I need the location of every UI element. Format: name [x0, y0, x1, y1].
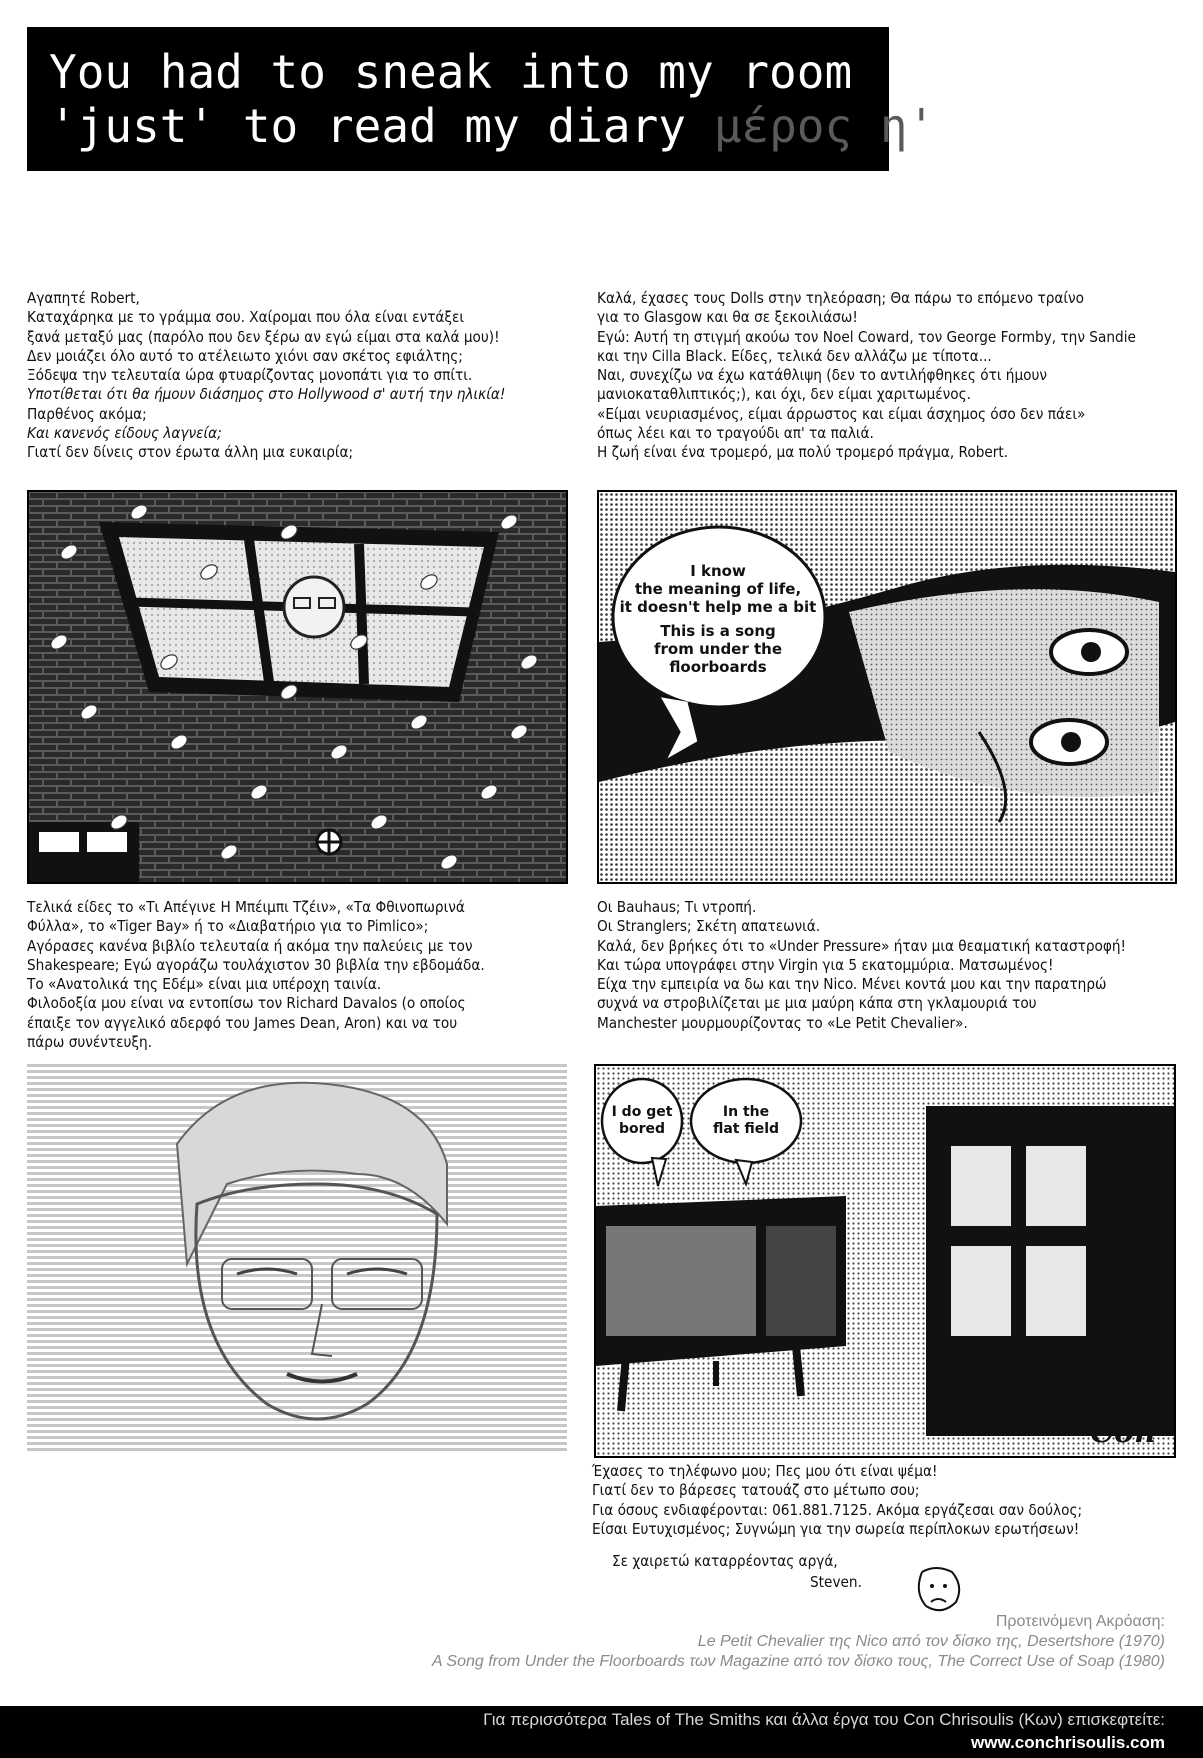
title-part-number: μέρος η' — [713, 99, 936, 153]
letter-line: Γιατί δεν το βάρεσες τατουάζ στο μέτωπο σου; — [592, 1481, 920, 1500]
letter-line: Και τώρα υπογράφει στην Virgin για 5 εκατομμύρια. Ματσωμένος! — [597, 955, 1054, 974]
bubble-line: This is a song — [660, 622, 776, 640]
letter-line: Η ζωή είναι ένα τρομερό, μα πολύ τρομερό πράγμα, Robert. — [597, 443, 1009, 462]
letter-line: Εγώ: Αυτή τη στιγμή ακούω τον Noel Coward, τον George Formby, την Sandie — [597, 327, 1136, 346]
letter-line: Τελικά είδες το «Τι Απέγινε Η Μπέιμπι Τζέιν», «Τα Φθινοπωρινά — [27, 898, 465, 916]
letter-line: Ξόδεψα την τελευταία ώρα φτυαρίζοντας μονοπάτι για το σπίτι. — [27, 366, 473, 385]
bubble-bored — [606, 1104, 678, 1138]
bubble-line: I know — [690, 562, 746, 580]
signoff-name: Steven. — [810, 1573, 862, 1591]
footer-url-link[interactable]: www.conchrisoulis.com — [971, 1733, 1165, 1752]
letter-line: Αγαπητέ Robert, — [27, 289, 140, 307]
letter-line: Υποτίθεται ότι θα ήμουν διάσημος στο Hollywood σ' αυτή την ηλικία! — [27, 385, 506, 404]
recommended-listening — [432, 1612, 1165, 1672]
letter-line: «Είμαι νευριασμένος, είμαι άρρωστος και είμαι άσχημος όσο δεν πάει» — [597, 404, 1086, 423]
title-line-2-main: 'just' to read my diary — [49, 99, 686, 153]
letter-line: μανιοκαταθλιπτικός;), και όχι, δεν είμαι χαριτωμένος. — [597, 385, 972, 404]
bubble-meaning-of-life — [613, 562, 823, 676]
letter-mid-right — [597, 898, 1177, 1033]
footer-text: Για περισσότερα Tales of The Smiths και άλλα έργα του Con Chrisoulis (Κων) επισκεφτείτε: — [483, 1710, 1165, 1729]
bubble-line: flat field — [712, 1121, 780, 1137]
title-line-1: You had to sneak into my room — [49, 45, 853, 99]
letter-line: Και κανενός είδους λαγνεία; — [27, 424, 222, 443]
credits-rec-2: A Song from Under the Floorboards των Magazine από τον δίσκο τους, The Correct Use of Soap (1980) — [431, 1653, 1165, 1670]
letter-line: Αγόρασες κανένα βιβλίο τελευταία ή ακόμα την παλεύεις με τον — [27, 936, 473, 955]
artist-signature: Con — [1090, 1415, 1156, 1450]
bubble-line: the meaning of life, — [634, 580, 802, 598]
bubble-line: In the — [722, 1104, 770, 1120]
letter-line: Γιατί δεν δίνεις στον έρωτα άλλη μια ευκαιρία; — [27, 443, 354, 462]
portrait-drawing — [27, 1064, 567, 1454]
letter-line: Shakespeare; Εγώ αγοράζω τουλάχιστον 30 βιβλία την εβδομάδα. — [27, 955, 485, 974]
letter-line: έπαιξε τον αγγελικό αδερφό του James Dean, Aron) και να του — [27, 1013, 458, 1032]
letter-line: Καλά, έχασες τους Dolls στην τηλεόραση; Θα πάρω το επόμενο τραίνο — [597, 289, 1084, 307]
letter-line: Δεν μοιάζει όλο αυτό το ατέλειωτο χιόνι σαν σκέτος εφιάλτης; — [27, 346, 463, 365]
letter-line: Manchester μουρμουρίζοντας το «Le Petit Chevalier». — [597, 1013, 968, 1032]
letter-mid-left — [27, 898, 587, 1052]
letter-line: Για όσους ενδιαφέρονται: 061.881.7125. Ακόμα εργάζεσαι σαν δούλος; — [592, 1500, 1083, 1519]
credits-rec-1: Le Petit Chevalier της Nico από τον δίσκο της, Desertshore (1970) — [697, 1633, 1165, 1650]
letter-line: Έχασες το τηλέφωνο μου; Πες μου ότι είναι ψέμα! — [592, 1462, 938, 1480]
letter-bottom — [592, 1462, 1172, 1539]
letter-line: Οι Stranglers; Σκέτη απατεωνιά. — [597, 917, 821, 936]
tv-window-drawing — [596, 1066, 1174, 1456]
bubble-line: I do get — [611, 1104, 673, 1120]
credits-heading: Προτεινόμενη Ακρόαση: — [995, 1613, 1165, 1630]
bubble-line: bored — [618, 1121, 666, 1137]
letter-line: όπως λέει και το τραγούδι απ' τα παλιά. — [597, 424, 874, 443]
letter-line: Παρθένος ακόμα; — [27, 404, 147, 423]
letter-line: ξανά μεταξύ μας (παρόλο που δεν ξέρω αν εγώ είμαι στα καλά μου)! — [27, 327, 500, 346]
letter-line: πάρω συνέντευξη. — [27, 1033, 153, 1052]
footer-bar — [0, 1706, 1203, 1758]
letter-line: Φιλοδοξία μου είναι να εντοπίσω τον Richard Davalos (ο οποίος — [27, 994, 466, 1013]
panel-under-blanket — [597, 490, 1177, 884]
panel2-speech-bubble — [599, 492, 1175, 882]
bubble-line: floorboards — [669, 658, 767, 676]
title-line-2 — [49, 99, 935, 153]
letter-line: Ναι, συνεχίζω να έχω κατάθλιψη (δεν το αντιλήφθηκες ότι ήμουν — [597, 366, 1048, 385]
window-snow-drawing — [29, 492, 566, 882]
letter-top-right — [597, 289, 1177, 463]
letter-line: και την Cilla Black. Είδες, τελικά δεν αλλάζω με τίποτα... — [597, 346, 992, 365]
letter-top-left — [27, 289, 587, 463]
panel-portrait — [27, 1064, 567, 1454]
bubble-flat-field — [694, 1104, 798, 1138]
title-block — [27, 27, 936, 171]
letter-line: Φύλλα», το «Tiger Bay» ή το «Διαβατήριο για το Pimlico»; — [27, 917, 429, 936]
letter-line: Καταχάρηκα με το γράμμα σου. Χαίρομαι που όλα είναι εντάξει — [27, 308, 465, 327]
letter-line: Καλά, δεν βρήκες ότι το «Under Pressure» ήταν μια θεαματική καταστροφή! — [597, 936, 1127, 955]
letter-line: Το «Ανατολικά της Εδέμ» είναι μια υπέροχη ταινία. — [27, 975, 382, 994]
sad-face-doodle — [912, 1564, 966, 1614]
letter-line: συχνά να στροβιλίζεται με μια μαύρη κάπα στη γκλαμουριά του — [597, 994, 1037, 1013]
bubble-line: from under the — [654, 640, 782, 658]
panel-window-snow — [27, 490, 568, 884]
panel-tv-window — [594, 1064, 1176, 1458]
letter-line: Είχα την εμπειρία να δω και την Nico. Μένει κοντά μου και την παρατηρώ — [597, 975, 1107, 994]
letter-line: Οι Bauhaus; Τι ντροπή. — [597, 898, 757, 916]
signoff-line-1: Σε χαιρετώ καταρρέοντας αργά, — [612, 1552, 838, 1570]
letter-line: Είσαι Ευτυχισμένος; Συγνώμη για την σωρεία περίπλοκων ερωτήσεων! — [592, 1519, 1080, 1538]
letter-line: για το Glasgow και θα σε ξεκοιλιάσω! — [597, 308, 858, 327]
bubble-line: it doesn't help me a bit — [619, 598, 817, 616]
